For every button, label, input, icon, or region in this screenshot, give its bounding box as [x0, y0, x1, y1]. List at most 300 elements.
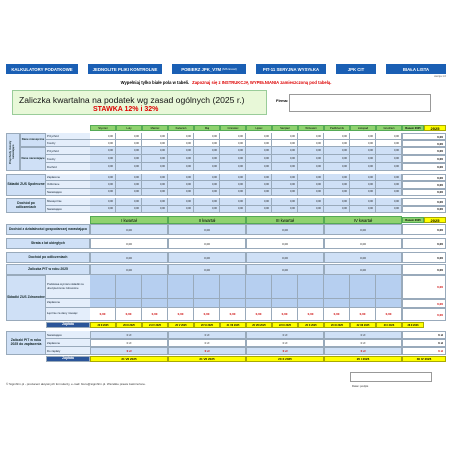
deadline-cell: 22 IX 2025: [272, 322, 298, 328]
zdrowotna-cell: [194, 308, 220, 321]
quarter-header-cell: III kwartał: [246, 216, 324, 224]
value-text: 0,00: [360, 241, 366, 246]
nav-button-jpk-v7m[interactable]: [172, 64, 246, 74]
month-value-cell: [194, 174, 220, 181]
month-value-cell: [194, 147, 220, 155]
zdrowotna-cell[interactable]: [220, 299, 246, 308]
quarter-value-cell: [168, 224, 246, 235]
row-label: Przychód: [46, 147, 90, 155]
value-text: 0,00: [367, 165, 373, 168]
zdrowotna-row-label: Łącznie za dany miesiąc: [46, 308, 90, 321]
month-value-cell: [90, 163, 116, 171]
zdrowotna-cell[interactable]: [272, 275, 298, 299]
value-text: 0,00: [185, 165, 191, 168]
value-text: 0,00: [203, 312, 210, 316]
value-text: 0,00: [289, 175, 295, 179]
month-value-cell[interactable]: [350, 140, 376, 147]
zdrowotna-total: 0,00: [402, 308, 446, 321]
value-text: 0,00: [360, 255, 366, 260]
value-text: 0,00: [367, 207, 373, 211]
zaliczki-cell: [324, 331, 402, 339]
value-text: 0,00: [133, 134, 139, 138]
nav-button-jpk-cit[interactable]: [336, 64, 376, 74]
month-value-cell[interactable]: [246, 133, 272, 140]
row-label: Narastająco: [46, 206, 90, 214]
month-value-cell: [272, 206, 298, 214]
zdrowotna-cell: [168, 308, 194, 321]
value-text: 0,00: [237, 199, 243, 203]
month-value-cell: [142, 206, 168, 214]
month-value-cell[interactable]: [376, 133, 402, 140]
zaliczki-total: 0 zł: [402, 331, 446, 339]
month-value-cell: [142, 198, 168, 206]
zdrowotna-cell[interactable]: [90, 275, 116, 299]
month-header-cell: Marzec: [142, 125, 168, 131]
value-text: 0,00: [211, 175, 217, 179]
quarter-value-cell: [324, 252, 402, 263]
value-text: 0,00: [367, 141, 373, 145]
zdrowotna-cell[interactable]: [376, 299, 402, 308]
row-total-cell: 0,00: [402, 163, 446, 171]
month-value-cell[interactable]: [298, 133, 324, 140]
value-text: 0,00: [211, 190, 217, 194]
zdrowotna-cell: [246, 308, 272, 321]
nav-button-kalkulatory[interactable]: [6, 64, 78, 74]
value-text: 0,00: [393, 199, 399, 203]
month-value-cell: [298, 174, 324, 181]
value-text: 0,00: [185, 141, 191, 145]
page-title: Zaliczka kwartalna na podatek wg zasad ogólnych (2025 r.): [19, 95, 245, 105]
month-value-cell[interactable]: [324, 133, 350, 140]
value-text: 0,00: [255, 312, 262, 316]
month-value-cell: [324, 206, 350, 214]
value-text: 0,00: [263, 199, 269, 203]
month-value-cell: [376, 174, 402, 181]
month-value-cell: [168, 163, 194, 171]
quarter-value-cell[interactable]: [324, 238, 402, 249]
value-text: 0,00: [211, 149, 217, 152]
row-total-cell: 0,00: [402, 189, 446, 196]
section-label-zaliczki: Zaliczki PIT w roku 2025 do zapłacenia: [6, 331, 46, 355]
month-value-cell[interactable]: [90, 133, 116, 140]
month-value-cell[interactable]: [272, 133, 298, 140]
month-header-cell: Styczeń: [90, 125, 116, 131]
value-text: 0,00: [315, 157, 321, 160]
value-text: 0,00: [159, 190, 165, 194]
month-value-cell: [90, 198, 116, 206]
zdrowotna-cell[interactable]: [194, 275, 220, 299]
month-value-cell: [116, 163, 142, 171]
zdrowotna-cell[interactable]: [116, 299, 142, 308]
value-text: 0 zł: [360, 333, 366, 337]
zdrowotna-cell[interactable]: [90, 299, 116, 308]
month-header-cell: Czerwiec: [220, 125, 246, 131]
value-text: 0,00: [393, 134, 399, 138]
quarter-total-cell: 0,00: [402, 224, 446, 235]
zaliczki-total: 0 zł: [402, 347, 446, 355]
deadline-cell-last: 28 II 2026: [402, 322, 424, 328]
value-text: 0,00: [107, 134, 113, 138]
month-value-cell[interactable]: [272, 140, 298, 147]
value-text: 0,00: [177, 312, 184, 316]
nav-button-pit11[interactable]: [256, 64, 326, 74]
zdrowotna-row-label: Zapłacone: [46, 299, 90, 308]
quarter-value-cell: [246, 252, 324, 263]
value-text: 0,00: [185, 134, 191, 138]
zaliczki-cell: [90, 331, 168, 339]
deadline-cell: 21 VII 2025: [220, 322, 246, 328]
value-text: 0,00: [282, 241, 288, 246]
quarter-deadline-cell: 20 X 2025: [246, 356, 324, 362]
value-text: 0,00: [341, 199, 347, 203]
month-value-cell: [116, 198, 142, 206]
value-text: 0,00: [133, 157, 139, 160]
value-text: 0 zł: [282, 349, 288, 353]
zaliczki-row-label: Narastająco: [46, 331, 90, 339]
month-value-cell: [142, 155, 168, 163]
nav-label: JEDNOLITE PLIKI KONTROLNE: [92, 66, 158, 72]
quarter-section-label: Zaliczka PIT w roku 2025: [6, 264, 90, 275]
month-value-cell: [246, 181, 272, 188]
group-label-monthly: Dane miesięczne: [20, 133, 46, 147]
value-text: 0,00: [237, 157, 243, 160]
quarter-header-total: Razem 2025: [402, 217, 424, 223]
value-text: 0 zł: [126, 349, 132, 353]
quarter-value-cell: [90, 264, 168, 275]
month-value-cell[interactable]: [168, 133, 194, 140]
quarter-deadline-last: 30 IV 2026: [402, 356, 446, 362]
zdrowotna-cell[interactable]: [142, 299, 168, 308]
quarter-value-cell: [168, 264, 246, 275]
value-text: 0,00: [333, 312, 340, 316]
month-value-cell[interactable]: [194, 140, 220, 147]
value-text: 0,00: [289, 165, 295, 168]
month-value-cell[interactable]: [142, 133, 168, 140]
month-value-cell: [376, 147, 402, 155]
value-text: 0,00: [307, 312, 314, 316]
month-value-cell: [90, 189, 116, 196]
zaliczki-row-label: Zapłacone: [46, 339, 90, 347]
deadline-cell: 20 II 2025: [90, 322, 116, 328]
deadline-cell: 21 IV 2025: [142, 322, 168, 328]
value-text: 0 zł: [360, 349, 366, 353]
value-text: 0 zł: [204, 349, 210, 353]
quarter-deadline-cell: 21 VII 2025: [90, 356, 168, 362]
value-text: 0,00: [185, 149, 191, 152]
zdrowotna-cell: [324, 308, 350, 321]
month-value-cell: [194, 198, 220, 206]
deadline-cell: 20 V 2025: [168, 322, 194, 328]
value-text: 0,00: [393, 175, 399, 179]
zdrowotna-total: 0,00: [402, 299, 446, 308]
title-box: [12, 90, 267, 115]
zdrowotna-cell[interactable]: [376, 275, 402, 299]
month-value-cell: [350, 206, 376, 214]
nav-button-biala-lista[interactable]: [386, 64, 446, 74]
value-text: 0,00: [107, 149, 113, 152]
zdrowotna-cell[interactable]: [324, 299, 350, 308]
value-text: 0,00: [315, 134, 321, 138]
value-text: 0,00: [107, 141, 113, 145]
value-text: 0,00: [341, 157, 347, 160]
quarter-value-cell: [90, 224, 168, 235]
value-text: 0,00: [341, 165, 347, 168]
quarter-section-label: Dochód po odliczeniach: [6, 252, 90, 263]
zdrowotna-cell[interactable]: [142, 275, 168, 299]
nav-label: KALKULATORY PODATKOWE: [11, 66, 73, 72]
value-text: 0,00: [341, 175, 347, 179]
value-text: 0 zł: [282, 333, 288, 337]
zaliczki-cell[interactable]: [90, 339, 168, 347]
zdrowotna-cell[interactable]: [220, 275, 246, 299]
value-text: 0,00: [237, 182, 243, 186]
month-value-cell[interactable]: [90, 140, 116, 147]
value-text: 0,00: [237, 175, 243, 179]
month-value-cell[interactable]: [116, 133, 142, 140]
value-text: 0,00: [315, 207, 321, 211]
quarter-total-cell: 0,00: [402, 238, 446, 249]
zdrowotna-cell[interactable]: [350, 275, 376, 299]
month-value-cell: [116, 189, 142, 196]
month-value-cell: [142, 163, 168, 171]
value-text: 0,00: [159, 141, 165, 145]
value-text: 0,00: [289, 134, 295, 138]
value-text: 0,00: [159, 207, 165, 211]
value-text: 0,00: [185, 199, 191, 203]
quarter-total-cell: 0,00: [402, 252, 446, 263]
row-total-cell: 0,00: [402, 174, 446, 181]
month-value-cell[interactable]: [220, 133, 246, 140]
month-value-cell[interactable]: [194, 133, 220, 140]
month-value-cell: [272, 147, 298, 155]
month-header-cell: Kwiecień: [168, 125, 194, 131]
value-text: 0,00: [385, 312, 392, 316]
month-value-cell[interactable]: [220, 140, 246, 147]
value-text: 0,00: [393, 141, 399, 145]
row-label: Miesięcznie: [46, 198, 90, 206]
zdrowotna-cell[interactable]: [168, 275, 194, 299]
row-label: Koszty: [46, 155, 90, 163]
deadline-cell: 20 I 2026: [376, 322, 402, 328]
month-value-cell: [298, 155, 324, 163]
deadline-cell: 20 VI 2025: [194, 322, 220, 328]
month-value-cell[interactable]: [350, 133, 376, 140]
value-text: 0,00: [204, 241, 210, 246]
value-text: 0,00: [315, 190, 321, 194]
value-text: 0,00: [289, 182, 295, 186]
value-text: 0,00: [263, 165, 269, 168]
nav-label: BIAŁA LISTA: [402, 66, 430, 72]
quarter-value-cell: [324, 264, 402, 275]
value-text: 0,00: [133, 141, 139, 145]
quarter-deadline-label: Zapłata: [46, 356, 90, 362]
zdrowotna-cell[interactable]: [298, 299, 324, 308]
month-value-cell: [220, 155, 246, 163]
zdrowotna-cell[interactable]: [324, 275, 350, 299]
zdrowotna-cell[interactable]: [246, 299, 272, 308]
value-text: 0,00: [289, 157, 295, 160]
month-value-cell[interactable]: [116, 140, 142, 147]
section-label-dochod-po: Dochód po odliczeniach: [6, 198, 46, 213]
value-text: 0,00: [263, 141, 269, 145]
zaliczki-cell[interactable]: [324, 339, 402, 347]
quarter-year-cell: 2025: [424, 217, 446, 223]
month-value-cell: [116, 181, 142, 188]
month-value-cell[interactable]: [324, 140, 350, 147]
value-text: 0,00: [237, 207, 243, 211]
month-value-cell[interactable]: [298, 140, 324, 147]
value-text: 0,00: [126, 241, 132, 246]
month-value-cell: [116, 206, 142, 214]
month-value-cell: [350, 147, 376, 155]
zdrowotna-cell[interactable]: [246, 275, 272, 299]
zdrowotna-cell[interactable]: [350, 299, 376, 308]
value-text: 0,00: [211, 141, 217, 145]
month-value-cell: [168, 147, 194, 155]
month-value-cell: [90, 147, 116, 155]
zdrowotna-cell[interactable]: [298, 275, 324, 299]
deadline-cell: 20 VIII 2025: [246, 322, 272, 328]
month-value-cell: [324, 163, 350, 171]
value-text: 0,00: [237, 141, 243, 145]
firm-label: Firma:: [276, 98, 289, 103]
value-text: 0,00: [107, 175, 113, 179]
zdrowotna-cell: [350, 308, 376, 321]
month-value-cell: [142, 147, 168, 155]
value-text: 0,00: [211, 182, 217, 186]
row-label: Odliczane: [46, 181, 90, 188]
month-value-cell: [272, 181, 298, 188]
month-value-cell: [246, 206, 272, 214]
value-text: 0,00: [133, 149, 139, 152]
month-value-cell: [168, 174, 194, 181]
month-value-cell: [116, 174, 142, 181]
zdrowotna-row-label: Podstawa wymiaru składki na ubezpieczenie zdrowotne: [46, 275, 90, 299]
value-text: 0,00: [393, 207, 399, 211]
month-value-cell: [350, 189, 376, 196]
row-label: Przychód: [46, 133, 90, 140]
quarter-value-cell: [246, 224, 324, 235]
value-text: 0,00: [126, 267, 132, 272]
section-label-zdrowotne: Składki ZUS Zdrowotne: [6, 275, 46, 321]
value-text: 0,00: [282, 227, 288, 232]
zdrowotna-cell[interactable]: [272, 299, 298, 308]
zdrowotna-cell[interactable]: [116, 275, 142, 299]
zdrowotna-cell: [298, 308, 324, 321]
month-value-cell: [168, 198, 194, 206]
quarter-value-cell[interactable]: [246, 238, 324, 249]
value-text: 0,00: [229, 312, 236, 316]
value-text: 0,00: [237, 149, 243, 152]
value-text: 0,00: [359, 312, 366, 316]
value-text: 0,00: [107, 157, 113, 160]
value-text: 0,00: [159, 199, 165, 203]
year-cell: 2025: [424, 125, 446, 131]
value-text: 0,00: [263, 157, 269, 160]
deadline-cell: 20 X 2025: [298, 322, 324, 328]
value-text: 0,00: [107, 182, 113, 186]
row-label: Koszty: [46, 140, 90, 147]
month-value-cell: [376, 198, 402, 206]
version-label: wersja 1.0: [434, 75, 446, 78]
group-label-cumulative: Dane narastające: [20, 147, 46, 171]
value-text: 0,00: [367, 175, 373, 179]
value-text: 0,00: [289, 199, 295, 203]
month-value-cell[interactable]: [168, 140, 194, 147]
month-value-cell: [116, 147, 142, 155]
month-value-cell: [220, 163, 246, 171]
zaliczki-cell[interactable]: [168, 339, 246, 347]
month-value-cell: [324, 198, 350, 206]
value-text: 0,00: [204, 255, 210, 260]
signature-field[interactable]: [350, 372, 432, 382]
value-text: 0,00: [360, 227, 366, 232]
spreadsheet-form: [6, 64, 446, 389]
month-value-cell: [220, 198, 246, 206]
month-value-cell[interactable]: [376, 140, 402, 147]
value-text: 0,00: [185, 182, 191, 186]
month-header-cell: Listopad: [350, 125, 376, 131]
quarter-value-cell[interactable]: [168, 238, 246, 249]
month-value-cell: [298, 198, 324, 206]
nav-button-jpk[interactable]: [88, 64, 162, 74]
value-text: 0 zł: [360, 341, 366, 345]
value-text: 0 zł: [204, 333, 210, 337]
row-label: Zapłacone: [46, 174, 90, 181]
month-value-cell: [376, 155, 402, 163]
value-text: 0,00: [367, 134, 373, 138]
month-value-cell: [298, 147, 324, 155]
month-value-cell: [168, 181, 194, 188]
zaliczki-cell[interactable]: [246, 339, 324, 347]
value-text: 0,00: [133, 182, 139, 186]
page-subtitle: STAWKA 12% i 32%: [93, 106, 159, 113]
month-value-cell[interactable]: [246, 140, 272, 147]
value-text: 0,00: [185, 207, 191, 211]
value-text: 0,00: [341, 141, 347, 145]
quarter-value-cell[interactable]: [90, 238, 168, 249]
zaliczki-cell: [168, 347, 246, 355]
zdrowotna-cell: [272, 308, 298, 321]
value-text: 0,00: [204, 227, 210, 232]
zdrowotna-cell[interactable]: [168, 299, 194, 308]
quarter-section-label: Dochód z działalności gospodarczej narastająco: [6, 224, 90, 235]
value-text: 0,00: [263, 190, 269, 194]
value-text: 0,00: [159, 134, 165, 138]
instruction-link[interactable]: Zapoznaj się z INSTRUKCJĄ WYPEŁNIANIA zamieszczoną pod tabelą.: [192, 79, 332, 85]
month-value-cell: [168, 189, 194, 196]
month-value-cell: [376, 206, 402, 214]
value-text: 0,00: [263, 149, 269, 152]
zdrowotna-cell[interactable]: [194, 299, 220, 308]
month-value-cell: [142, 181, 168, 188]
value-text: 0,00: [315, 199, 321, 203]
month-value-cell: [324, 189, 350, 196]
value-text: 0,00: [151, 312, 158, 316]
month-value-cell: [246, 155, 272, 163]
month-value-cell: [90, 155, 116, 163]
month-value-cell: [350, 174, 376, 181]
month-value-cell: [350, 181, 376, 188]
value-text: 0 zł: [282, 341, 288, 345]
month-value-cell[interactable]: [142, 140, 168, 147]
zaliczki-cell: [168, 331, 246, 339]
month-value-cell: [324, 181, 350, 188]
month-header-cell: Grudzień: [376, 125, 402, 131]
month-value-cell: [246, 163, 272, 171]
month-header-cell: Luty: [116, 125, 142, 131]
firm-input[interactable]: [289, 94, 431, 112]
